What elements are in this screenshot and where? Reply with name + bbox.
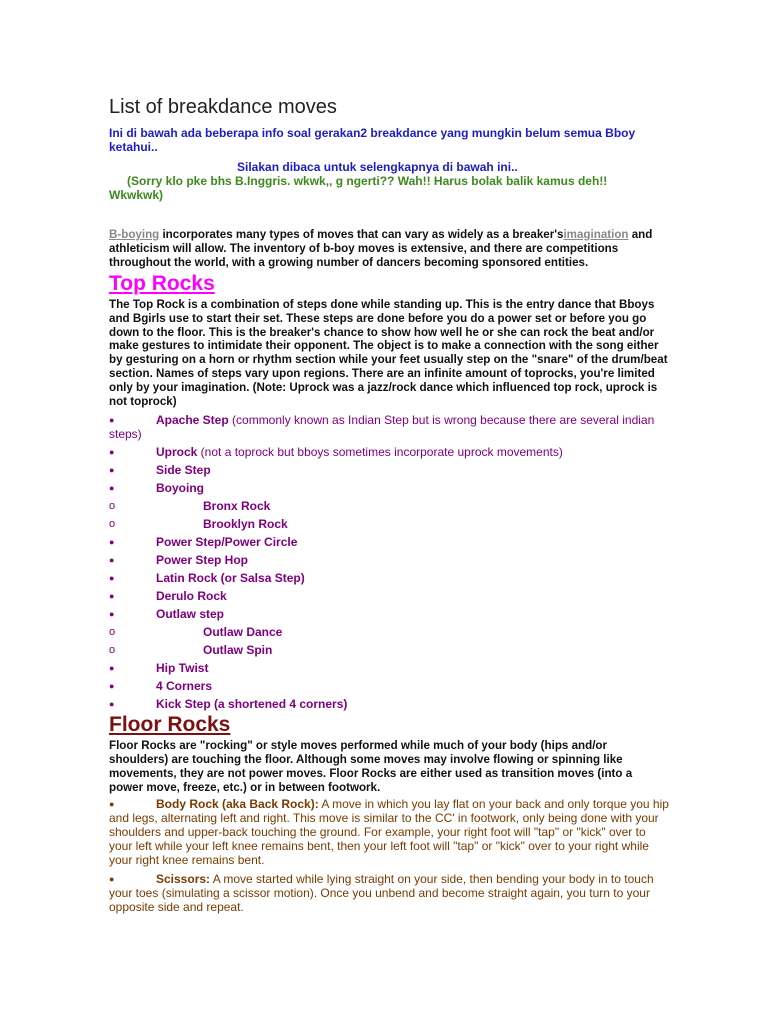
move-name: Power Step/Power Circle [156,534,298,549]
top-rocks-description: The Top Rock is a combination of steps done while standing up. This is the entry dance that Bboys and Bgirls use to start their set. These steps are done before you do a power set or before you go down to the floor. This is the breaker's chance to show how well he or she can rock the beat and/or make gestures to intimidate their opponent. The object is to make a connection with the song either by gesturing on a horn or rhythm section while your feet usually step on the "snare" of the drum/beat section. Names of steps vary upon regions. There are an infinite amount of toprocks, you're limited only by your imagination. (Note: Uprock was a jazz/rock dance which influenced top rock, uprock is not toprock) [109,297,668,409]
top-rock-item [109,589,669,603]
move-name: Hip Twist [156,660,209,675]
top-rock-item [109,517,669,531]
top-rock-item [109,553,669,567]
top-rock-item [109,499,669,513]
bullet-icon: ● [109,536,115,547]
hollow-bullet-icon: o [109,499,116,512]
floor-rock-item [109,797,669,867]
move-name: Boyoing [156,480,204,495]
top-rock-item [109,481,669,495]
bboying-text-1: incorporates many types of moves that can vary as widely as a breaker's [159,228,564,241]
top-rock-item [109,697,669,711]
floor-rock-item [109,872,669,914]
intro-line-3-continuation: Wkwkwk) [109,188,164,202]
floor-rocks-description: Floor Rocks are "rocking" or style moves performed while much of your body (hips and/or shoulders) are touching the floor. Although some moves may involve flowing or spinning like movements, they are not power moves. Floor Rocks are either used as transition moves (into a power move, freeze, etc.) or in between footwork. [109,738,633,794]
top-rock-item [109,661,669,675]
bullet-icon: ● [109,798,115,809]
top-rock-item-text [109,661,669,675]
move-name: Side Step [156,462,211,477]
top-rock-item [109,413,669,441]
floor-rocks-list [109,797,669,914]
page-title: List of breakdance moves [109,96,337,118]
intro-line-2: Silakan dibaca untuk selengkapnya di bawah ini.. [237,160,518,174]
top-rock-item [109,571,669,585]
move-name: Brooklyn Rock [203,516,288,531]
top-rock-item [109,679,669,693]
move-name: Outlaw Dance [203,624,283,639]
move-note: (not a toprock but bboys sometimes incorporate uprock movements) [197,444,563,459]
bullet-icon: ● [109,873,115,884]
top-rock-item [109,607,669,621]
top-rocks-heading: Top Rocks [109,271,215,295]
bullet-icon: ● [109,482,115,493]
move-name: Power Step Hop [156,552,249,567]
move-note: A move started while lying straight on your side, then bending your body in to touch your toes (simulating a scissor motion). Once you unbend and become straight again, you turn to your opposite side and repeat. [109,871,654,914]
top-rock-item-text [109,607,669,621]
top-rock-item-text [109,571,669,585]
top-rock-item [109,463,669,477]
top-rock-item-text [109,553,669,567]
top-rock-item [109,445,669,459]
bboying-link[interactable]: B-boying [109,228,160,241]
top-rock-item-text [109,697,669,711]
top-rocks-list [109,413,669,711]
move-note: (commonly known as Indian Step but is wrong because there are several indian steps) [109,412,655,441]
intro-line-3-text: (Sorry klo pke bhs B.Inggris. wkwk,, g ngerti?? Wah!! Harus bolak balik kamus deh!! [127,174,608,188]
move-name: Outlaw step [156,606,225,621]
move-name: Kick Step (a shortened 4 corners) [156,696,348,711]
top-rock-item-text [109,445,669,459]
hollow-bullet-icon: o [109,517,116,530]
move-note: A move in which you lay flat on your back and only torque you hip and legs, alternating left and right. This move is similar to the CC' in footwork, only being done with your shoulders and upper-back touching the ground. For example, your right foot will "tap" or "kick" over to your left while your left knee remains bent, then your left foot will "tap" or "kick" over to your right while your right knee remains bent. [109,796,669,867]
move-name: Bronx Rock [203,498,271,513]
hollow-bullet-icon: o [109,625,116,638]
spacer [109,202,669,228]
intro-line-1: Ini di bawah ada beberapa info soal gerakan2 breakdance yang mungkin belum semua Bboy ketahui.. [109,126,636,154]
bullet-icon: ● [109,662,115,673]
top-rock-item [109,625,669,639]
hollow-bullet-icon: o [109,643,116,656]
bullet-icon: ● [109,680,115,691]
bullet-icon: ● [109,698,115,709]
top-rock-item-text [109,625,669,639]
move-name: Body Rock (aka Back Rock): [156,796,319,811]
top-rock-item-text [109,535,669,549]
move-name: Uprock [156,444,198,459]
imagination-link[interactable]: imagination [563,228,629,241]
move-name: Outlaw Spin [203,642,273,657]
top-rock-item-text [109,589,669,603]
document-content [109,95,669,914]
bullet-icon: ● [109,572,115,583]
top-rock-item-text [109,463,669,477]
intro-line-3 [109,174,669,202]
bullet-icon: ● [109,554,115,565]
move-name: Latin Rock (or Salsa Step) [156,570,305,585]
bullet-icon: ● [109,414,115,425]
top-rock-item [109,643,669,657]
move-name: Apache Step [156,412,229,427]
bullet-icon: ● [109,590,115,601]
bullet-icon: ● [109,608,115,619]
top-rock-item [109,535,669,549]
bboying-text-2: and athleticism will allow. The inventory of b-boy moves is extensive, and there are competitions throughout the world, with a growing number of dancers becoming sponsored entities. [109,228,653,269]
top-rock-item-text [109,413,669,441]
top-rock-item-text [109,517,669,531]
top-rock-item-text [109,643,669,657]
bboying-paragraph [109,228,669,270]
move-name: Scissors: [156,871,211,886]
bullet-icon: ● [109,446,115,457]
top-rock-item-text [109,679,669,693]
bullet-icon: ● [109,464,115,475]
floor-rocks-heading: Floor Rocks [109,712,231,736]
move-name: Derulo Rock [156,588,227,603]
top-rock-item-text [109,499,669,513]
floor-rock-item-text [109,797,669,867]
top-rock-item-text [109,481,669,495]
move-name: 4 Corners [156,678,213,693]
floor-rock-item-text [109,872,669,914]
